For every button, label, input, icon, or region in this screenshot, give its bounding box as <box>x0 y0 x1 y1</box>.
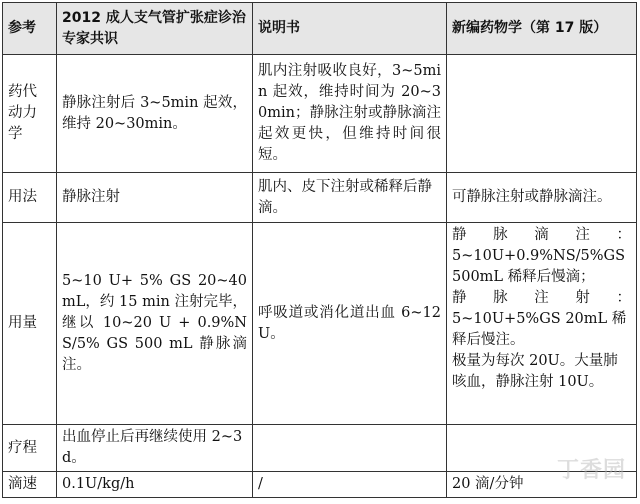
row-usage <box>3 173 637 223</box>
label-course: 疗程 <box>3 425 57 472</box>
header-pharm: 新编药物学（第 17 版） <box>447 3 637 55</box>
pk-consensus: 静脉注射后 3~5min 起效，维持 20~30min。 <box>57 55 253 173</box>
header-manual: 说明书 <box>253 3 447 55</box>
rate-consensus: 0.1U/kg/h <box>57 472 253 498</box>
watermark: 丁香园 <box>556 458 626 483</box>
rate-pharm: 20 滴/分钟 <box>447 472 637 498</box>
course-manual <box>253 425 447 472</box>
label-usage: 用法 <box>3 173 57 223</box>
row-course <box>3 425 637 472</box>
row-dose <box>3 223 637 425</box>
dose-manual: 呼吸道或消化道出血 6~12U。 <box>253 223 447 425</box>
header-row <box>3 3 637 55</box>
dose-consensus: 5~10 U+ 5% GS 20~40 mL，约 15 min 注射完毕，继以 10~20 U + 0.9%NS/5% GS 500 mL 静脉滴注。 <box>57 223 253 425</box>
drug-comparison-table <box>2 2 637 498</box>
label-pk: 药代动力学 <box>3 55 57 173</box>
label-rate: 滴速 <box>3 472 57 498</box>
header-consensus: 2012 成人支气管扩张症诊治专家共识 <box>57 3 253 55</box>
usage-pharm: 可静脉注射或静脉滴注。 <box>447 173 637 223</box>
rate-manual: / <box>253 472 447 498</box>
usage-consensus: 静脉注射 <box>57 173 253 223</box>
dose-pharm-max: 极量为每次 20U。大量肺咳血，静脉注射 10U。 <box>452 353 618 390</box>
dose-pharm <box>447 223 637 425</box>
row-pk <box>3 55 637 173</box>
course-consensus: 出血停止后再继续使用 2~3d。 <box>57 425 253 472</box>
usage-manual: 肌内、皮下注射或稀释后静滴。 <box>253 173 447 223</box>
row-rate <box>3 472 637 498</box>
dose-pharm-drip-body: 5~10U+0.9%NS/5%GS 500mL 稀释后慢滴； <box>452 248 630 285</box>
label-dose: 用量 <box>3 223 57 425</box>
dose-pharm-inject-body: 5~10U+5%GS 20mL 稀释后慢注。 <box>452 311 627 348</box>
header-ref: 参考 <box>3 3 57 55</box>
dose-pharm-drip-head: 静脉滴注： <box>452 227 631 243</box>
pk-manual: 肌内注射吸收良好，3~5min 起效，维持时间为 20~30min；静脉注射或静脉滴注起效更快，但维持时间很短。 <box>253 55 447 173</box>
dose-pharm-inject-head: 静脉注射： <box>452 290 631 306</box>
pk-pharm <box>447 55 637 173</box>
